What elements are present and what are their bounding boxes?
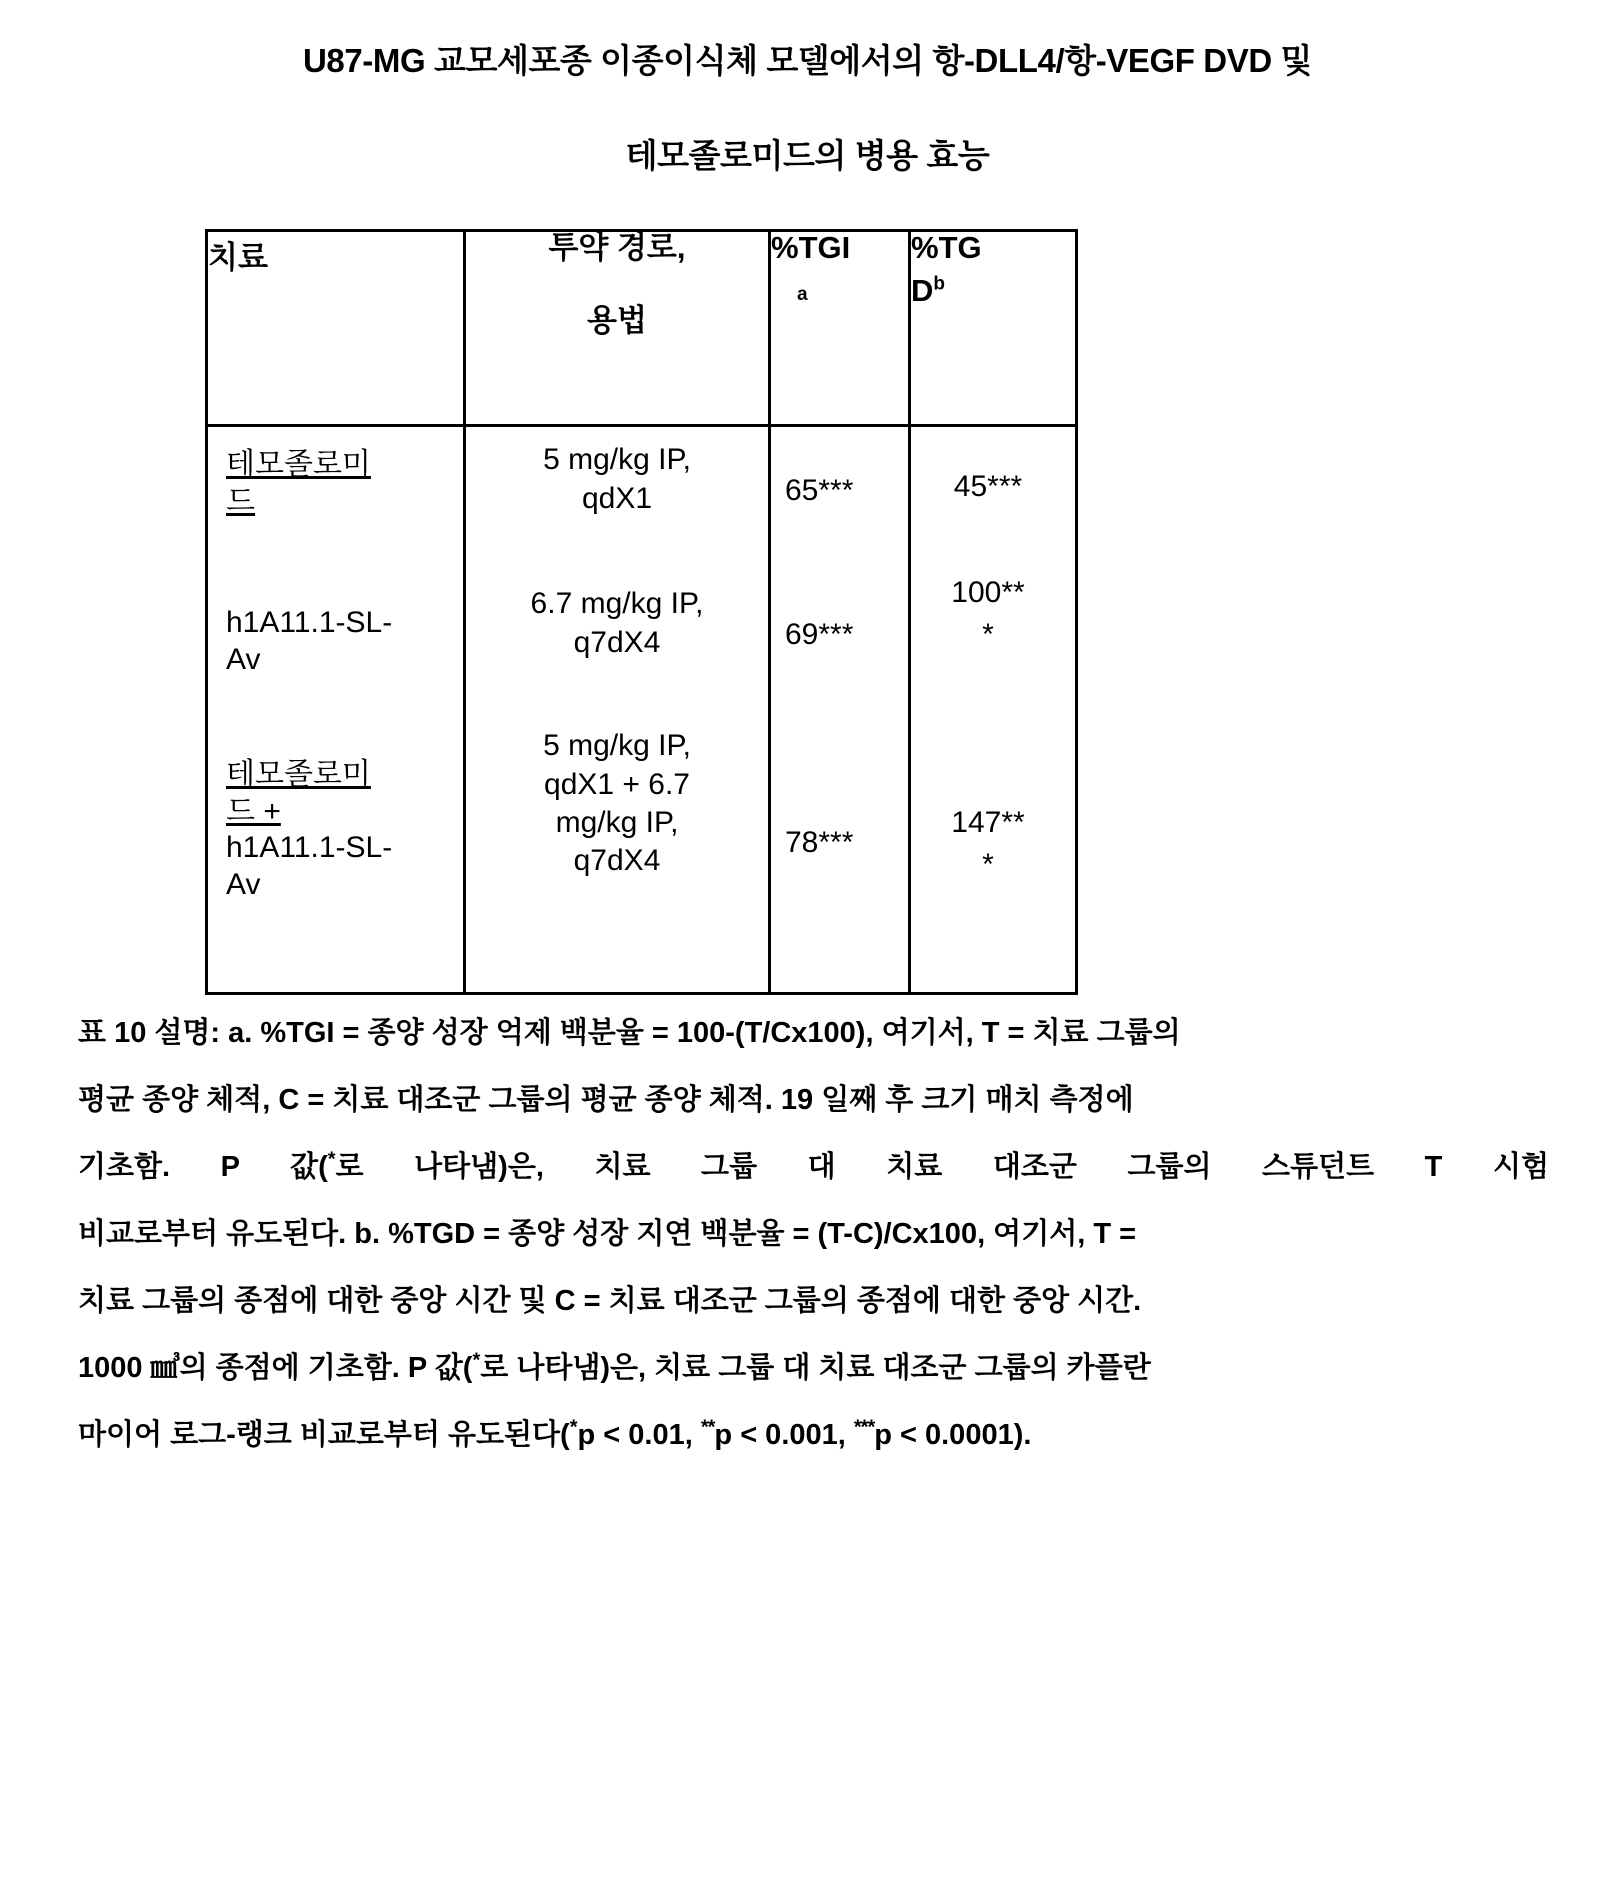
caption-line-7-footnote-1: * xyxy=(569,1416,578,1439)
table-header-row xyxy=(207,231,1077,426)
document-title xyxy=(0,0,1615,173)
title-line-1: U87-MG 교모세포종 이종이식체 모델에서의 항-DLL4/항-VEGF DVD 및 xyxy=(302,42,1313,79)
tgi-value-2: 69*** xyxy=(785,618,854,652)
results-table-wrapper xyxy=(0,229,1615,995)
caption-line-6 xyxy=(78,1349,1549,1385)
route-entry-2 xyxy=(466,585,768,662)
treatment-3-line-4: Av xyxy=(226,868,261,902)
route-2-line-2: q7dX4 xyxy=(573,625,661,659)
header-tgi xyxy=(770,231,910,426)
treatment-3-line-2: 드 + xyxy=(226,794,281,828)
header-tgd-line-1: %TG xyxy=(911,230,982,266)
caption-line-6-b: 로 나타냄)은, 치료 그룹 대 치료 대조군 그룹의 카플란 xyxy=(480,1352,1151,1385)
caption-line-3-footnote: * xyxy=(327,1148,336,1171)
treatment-entry-2 xyxy=(226,605,392,678)
caption-line-7-footnote-3: *** xyxy=(853,1416,875,1439)
caption-line-1: 표 10 설명: a. %TGI = 종양 성장 억제 백분율 = 100-(T/Cx100), 여기서, T = 치료 그룹의 xyxy=(78,1017,1181,1050)
treatment-entry-1 xyxy=(226,447,371,520)
cell-tgi-values xyxy=(770,426,910,994)
results-table xyxy=(205,229,1078,995)
tgi-value-3: 78*** xyxy=(785,826,854,860)
tgd-value-2 xyxy=(929,575,1047,653)
caption-line-6-a: 1000 ㎣의 종점에 기초함. P 값( xyxy=(78,1352,473,1385)
header-tgd-line-2 xyxy=(911,273,1075,309)
tgd-value-3-main: 147** xyxy=(951,806,1025,840)
cell-treatments xyxy=(207,426,465,994)
cell-tgd-values xyxy=(910,426,1077,994)
header-route-line-1: 투약 경로, xyxy=(548,230,686,266)
caption-line-3-b: 로 나타냄)은, 치료 그룹 대 치료 대조군 그룹의 스튜던트 T 시험 xyxy=(335,1151,1549,1184)
route-1-line-1: 5 mg/kg IP, xyxy=(543,443,691,477)
tgd-value-1 xyxy=(929,469,1047,505)
table-caption xyxy=(0,1019,1615,1450)
treatment-entry-3 xyxy=(226,757,392,903)
caption-line-5: 치료 그룹의 종점에 대한 중앙 시간 및 C = 치료 대조군 그룹의 종점에 대한 중앙 시간. xyxy=(78,1285,1142,1318)
treatment-2-line-1: h1A11.1-SL- xyxy=(226,606,393,640)
tgd-value-3-wrap: * xyxy=(982,848,994,882)
header-tgd-label: D xyxy=(911,273,934,309)
treatment-1-line-1: 테모졸로미 xyxy=(226,448,371,482)
title-line-2: 테모졸로미드의 병용 효능 xyxy=(625,136,990,174)
tgd-value-3 xyxy=(929,805,1047,883)
tgi-value-1: 65*** xyxy=(785,474,854,508)
header-tgd xyxy=(910,231,1077,426)
caption-line-6-footnote: * xyxy=(472,1349,481,1372)
route-3-line-3: mg/kg IP, xyxy=(555,806,679,840)
header-route-line-2: 용법 xyxy=(587,303,647,339)
route-entry-3 xyxy=(466,727,768,881)
header-treatment: 치료 xyxy=(207,231,465,426)
table-header xyxy=(207,231,1077,426)
caption-line-7-d: p < 0.0001). xyxy=(874,1419,1032,1452)
route-entry-1 xyxy=(466,441,768,518)
tgd-value-2-wrap: * xyxy=(982,618,994,652)
tgd-value-1-main: 45*** xyxy=(953,470,1023,504)
table-body xyxy=(207,426,1077,994)
route-3-line-2: qdX1 + 6.7 xyxy=(544,767,690,801)
caption-line-2: 평균 종양 체적, C = 치료 대조군 그룹의 평균 종양 체적. 19 일째 후 크기 매치 측정에 xyxy=(78,1084,1134,1117)
caption-line-7 xyxy=(78,1416,1549,1452)
treatment-3-line-1: 테모졸로미 xyxy=(226,758,371,792)
treatment-3-line-3: h1A11.1-SL- xyxy=(226,831,393,865)
caption-line-7-b: p < 0.01, xyxy=(577,1419,701,1452)
caption-line-7-c: p < 0.001, xyxy=(714,1419,854,1452)
route-1-line-2: qdX1 xyxy=(581,481,653,515)
caption-line-7-footnote-2: ** xyxy=(700,1416,715,1439)
tgd-value-2-main: 100** xyxy=(951,576,1025,610)
header-tgi-footnote: a xyxy=(797,284,808,306)
route-3-line-4: q7dX4 xyxy=(573,844,661,878)
header-route-schedule xyxy=(465,231,770,426)
cell-routes xyxy=(465,426,770,994)
caption-line-3 xyxy=(78,1148,1549,1184)
treatment-2-line-2: Av xyxy=(226,642,261,676)
caption-line-7-a: 마이어 로그-랭크 비교로부터 유도된다( xyxy=(78,1419,570,1452)
route-2-line-1: 6.7 mg/kg IP, xyxy=(530,587,704,621)
table-row xyxy=(207,426,1077,994)
caption-line-4: 비교로부터 유도된다. b. %TGD = 종양 성장 지연 백분율 = (T-C)/Cx100, 여기서, T = xyxy=(78,1218,1137,1251)
treatment-1-line-2: 드 xyxy=(226,484,255,518)
header-tgd-footnote: b xyxy=(933,273,945,295)
caption-line-3-a: 기초함. P 값( xyxy=(78,1151,328,1184)
header-tgi-label: %TGI xyxy=(771,230,851,266)
route-3-line-1: 5 mg/kg IP, xyxy=(543,729,691,763)
